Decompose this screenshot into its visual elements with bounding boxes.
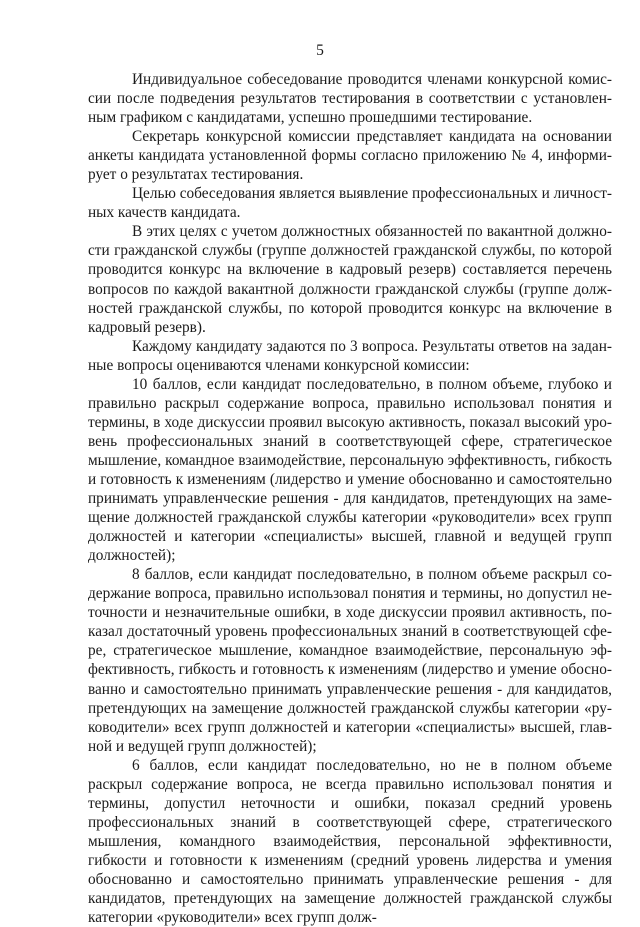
paragraph-score-10: 10 баллов, если кандидат последовательно, в полном объеме, глубоко и правильно раскрыл содержание вопроса, правильно использовал понятия и термины, в ходе дискуссии проявил высокую активность, показал высокий уровень профессиональных знаний в соответствующей сфере, стратегическое мышление, командное взаимодействие, персональную эффективность, гибкость и готовность к изменениям (лидерство и умение обоснованно и самостоятельно принимать управленческие решения - для кандидатов, претендующих на замещение должностей гражданской службы категории «руководители» всех групп должностей и категории «специалисты» высшей, главной и ведущей групп должностей); <box>88 375 612 565</box>
paragraph-secretary-presents: Секретарь конкурсной комиссии представляет кандидата на основании анкеты кандидата установленной формы согласно приложению № 4, информирует о результатах тестирования. <box>88 128 612 184</box>
paragraph-interview-procedure: Индивидуальное собеседование проводится членами конкурсной комиссии после подведения результатов тестирования в соответствии с установленным графиком с кандидатами, успешно прошедшими тестирование. <box>88 71 612 127</box>
paragraph-three-questions: Каждому кандидату задаются по 3 вопроса. Результаты ответов на заданные вопросы оцениваются членами конкурсной комиссии: <box>88 337 612 374</box>
paragraph-interview-goal: Целью собеседования является выявление профессиональных и личностных качеств кандидата. <box>88 185 612 222</box>
body-text <box>88 70 612 927</box>
paragraph-score-8: 8 баллов, если кандидат последовательно, в полном объеме раскрыл содержание вопроса, правильно использовал понятия и термины, но допустил неточности и незначительные ошибки, в ходе дискуссии проявил активность, показал достаточный уровень профессиональных знаний в соответствующей сфере, стратегическое мышление, командное взаимодействие, персональную эффективность, гибкость и готовность к изменениям (лидерство и умение обоснованно и самостоятельно принимать управленческие решения - для кандидатов, претендующих на замещение должностей гражданской службы категории «руководители» всех групп должностей и категории «специалисты» высшей, главной и ведущей групп должностей); <box>88 566 612 755</box>
page-number: 5 <box>316 42 324 59</box>
paragraph-score-6: 6 баллов, если кандидат последовательно, но не в полном объеме раскрыл содержание вопроса, не всегда правильно использовал понятия и термины, допустил неточности и ошибки, показал средний уровень профессиональных знаний в соответствующей сфере, стратегического мышления, командного взаимодействия, персональной эффективности, гибкости и готовности к изменениям (средний уровень лидерства и умения обоснованно и самостоятельно принимать управленческие решения - для кандидатов, претендующих на замещение должностей гражданской службы категории «руководители» всех групп долж- <box>88 756 612 927</box>
paragraph-question-list: В этих целях с учетом должностных обязанностей по вакантной должности гражданской службы (группе должностей гражданской службы, по которой проводится конкурс на включение в кадровый резерв) составляется перечень вопросов по каждой вакантной должности гражданской службы (группе должностей гражданской службы, по которой проводится конкурс на включение в кадровый резерв). <box>88 223 612 336</box>
